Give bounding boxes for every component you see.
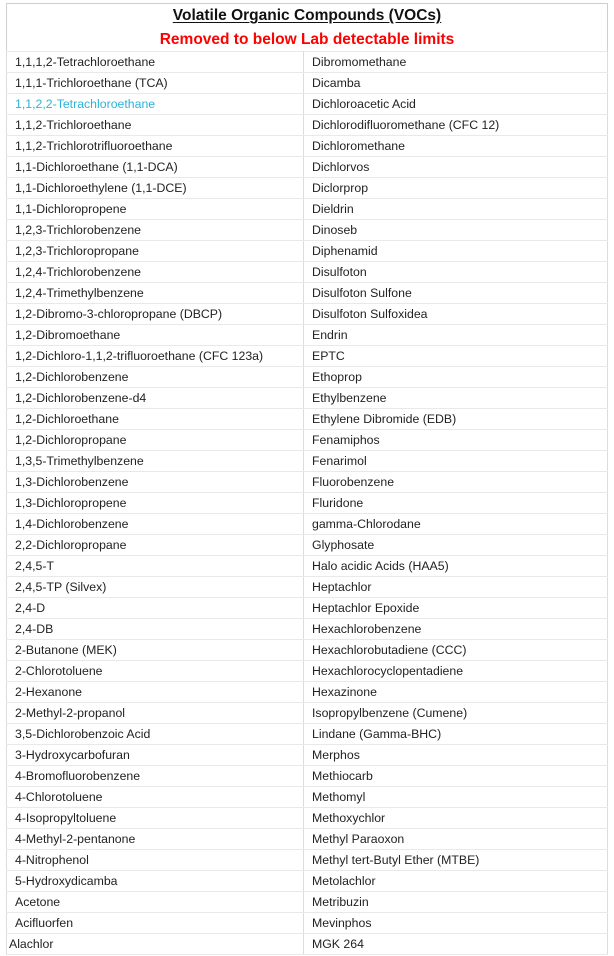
compound-cell-left: 2-Chlorotoluene — [7, 661, 304, 682]
compound-cell-right: Dinoseb — [304, 220, 608, 241]
compound-cell-left: 4-Isopropyltoluene — [7, 808, 304, 829]
compound-cell-right: Dicamba — [304, 73, 608, 94]
compound-cell-left: 1,4-Dichlorobenzene — [7, 514, 304, 535]
compound-cell-left: 1,2-Dichloroethane — [7, 409, 304, 430]
compound-cell-left: 4-Nitrophenol — [7, 850, 304, 871]
compound-cell-left: 1,1,2,2-Tetrachloroethane — [7, 94, 304, 115]
table-row — [7, 724, 608, 745]
compound-cell-right: Endrin — [304, 325, 608, 346]
compound-cell-left: Acetone — [7, 892, 304, 913]
table-row — [7, 325, 608, 346]
compound-cell-right: Dichloromethane — [304, 136, 608, 157]
table-row — [7, 766, 608, 787]
compound-cell-right: Dieldrin — [304, 199, 608, 220]
compound-cell-left: 1,1-Dichloroethane (1,1-DCA) — [7, 157, 304, 178]
compound-cell-right: Fenamiphos — [304, 430, 608, 451]
table-row — [7, 913, 608, 934]
compound-cell-right: Glyphosate — [304, 535, 608, 556]
compound-cell-left: 1,1,1-Trichloroethane (TCA) — [7, 73, 304, 94]
compound-cell-left: 1,2-Dichloropropane — [7, 430, 304, 451]
compound-cell-right: Disulfoton Sulfoxidea — [304, 304, 608, 325]
compound-cell-right: EPTC — [304, 346, 608, 367]
compound-cell-left: 4-Methyl-2-pentanone — [7, 829, 304, 850]
table-row — [7, 430, 608, 451]
document-title — [7, 7, 607, 25]
compound-cell-left: 1,2-Dichlorobenzene — [7, 367, 304, 388]
table-row — [7, 892, 608, 913]
table-row — [7, 829, 608, 850]
compound-cell-right: Metribuzin — [304, 892, 608, 913]
table-row — [7, 535, 608, 556]
compounds-table — [6, 51, 608, 955]
table-row — [7, 661, 608, 682]
compound-cell-left: 2,4,5-TP (Silvex) — [7, 577, 304, 598]
compound-cell-left: 1,3-Dichlorobenzene — [7, 472, 304, 493]
table-row — [7, 472, 608, 493]
table-row — [7, 157, 608, 178]
compound-cell-right: Merphos — [304, 745, 608, 766]
compound-cell-left: 1,2,3-Trichlorobenzene — [7, 220, 304, 241]
compound-cell-left: 1,3,5-Trimethylbenzene — [7, 451, 304, 472]
compound-cell-right: Fluridone — [304, 493, 608, 514]
title-text: Volatile Organic Compounds (VOCs) — [172, 7, 442, 24]
compound-cell-right: Halo acidic Acids (HAA5) — [304, 556, 608, 577]
compound-cell-left: 1,1,2-Trichlorotrifluoroethane — [7, 136, 304, 157]
table-row — [7, 703, 608, 724]
compound-cell-right: Mevinphos — [304, 913, 608, 934]
compound-cell-right: MGK 264 — [304, 934, 608, 955]
table-row — [7, 619, 608, 640]
compound-cell-right: Methoxychlor — [304, 808, 608, 829]
compound-cell-left: 1,2-Dichloro-1,1,2-trifluoroethane (CFC 123a) — [7, 346, 304, 367]
compound-cell-left: 1,2-Dibromo-3-chloropropane (DBCP) — [7, 304, 304, 325]
table-row — [7, 283, 608, 304]
compound-cell-left: 2,4-DB — [7, 619, 304, 640]
compound-cell-left: 1,2,4-Trichlorobenzene — [7, 262, 304, 283]
compound-cell-left: 1,2,4-Trimethylbenzene — [7, 283, 304, 304]
compound-cell-left: 3,5-Dichlorobenzoic Acid — [7, 724, 304, 745]
compound-cell-left: 2-Butanone (MEK) — [7, 640, 304, 661]
table-row — [7, 808, 608, 829]
compound-cell-right: Disulfoton — [304, 262, 608, 283]
compound-cell-left: 2,4-D — [7, 598, 304, 619]
table-row — [7, 598, 608, 619]
document-header — [6, 3, 608, 51]
compound-cell-left: 1,1,1,2-Tetrachloroethane — [7, 52, 304, 73]
document-subtitle: Removed to below Lab detectable limits — [159, 31, 455, 48]
compound-cell-left: 2,2-Dichloropropane — [7, 535, 304, 556]
compound-cell-left: 1,1,2-Trichloroethane — [7, 115, 304, 136]
compound-cell-right: Diclorprop — [304, 178, 608, 199]
compound-cell-right: Fenarimol — [304, 451, 608, 472]
table-row — [7, 199, 608, 220]
table-row — [7, 514, 608, 535]
compound-cell-right: Fluorobenzene — [304, 472, 608, 493]
table-row — [7, 934, 608, 955]
compound-cell-right: Hexachlorobenzene — [304, 619, 608, 640]
table-row — [7, 115, 608, 136]
table-row — [7, 640, 608, 661]
compound-cell-left: 4-Chlorotoluene — [7, 787, 304, 808]
compound-cell-left: 2,4,5-T — [7, 556, 304, 577]
compound-cell-left: 1,1-Dichloropropene — [7, 199, 304, 220]
table-row — [7, 94, 608, 115]
table-row — [7, 73, 608, 94]
compound-cell-right: gamma-Chlorodane — [304, 514, 608, 535]
compound-cell-left: 1,2-Dibromoethane — [7, 325, 304, 346]
compound-cell-right: Disulfoton Sulfone — [304, 283, 608, 304]
table-row — [7, 745, 608, 766]
compound-cell-right: Methiocarb — [304, 766, 608, 787]
table-row — [7, 136, 608, 157]
compound-cell-right: Methyl tert-Butyl Ether (MTBE) — [304, 850, 608, 871]
table-row — [7, 220, 608, 241]
compound-cell-left: 1,1-Dichloroethylene (1,1-DCE) — [7, 178, 304, 199]
compound-cell-left: 4-Bromofluorobenzene — [7, 766, 304, 787]
table-row — [7, 682, 608, 703]
compound-cell-left: 2-Hexanone — [7, 682, 304, 703]
table-row — [7, 556, 608, 577]
compound-cell-right: Isopropylbenzene (Cumene) — [304, 703, 608, 724]
table-row — [7, 346, 608, 367]
compound-cell-right: Lindane (Gamma-BHC) — [304, 724, 608, 745]
table-row — [7, 52, 608, 73]
compound-cell-right: Dichlorvos — [304, 157, 608, 178]
table-row — [7, 850, 608, 871]
table-row — [7, 304, 608, 325]
compound-cell-right: Ethoprop — [304, 367, 608, 388]
table-row — [7, 577, 608, 598]
compound-cell-right: Dibromomethane — [304, 52, 608, 73]
compound-cell-right: Heptachlor — [304, 577, 608, 598]
compound-cell-right: Ethylene Dibromide (EDB) — [304, 409, 608, 430]
table-row — [7, 787, 608, 808]
compound-cell-left: Acifluorfen — [7, 913, 304, 934]
table-row — [7, 262, 608, 283]
compound-cell-right: Hexachlorocyclopentadiene — [304, 661, 608, 682]
compound-cell-right: Methomyl — [304, 787, 608, 808]
compound-cell-right: Hexazinone — [304, 682, 608, 703]
compound-cell-left: 1,2-Dichlorobenzene-d4 — [7, 388, 304, 409]
compound-cell-right: Hexachlorobutadiene (CCC) — [304, 640, 608, 661]
compound-cell-right: Dichloroacetic Acid — [304, 94, 608, 115]
compound-cell-left: 2-Methyl-2-propanol — [7, 703, 304, 724]
table-row — [7, 409, 608, 430]
compound-cell-right: Diphenamid — [304, 241, 608, 262]
compounds-table-body — [7, 52, 608, 955]
table-row — [7, 367, 608, 388]
compound-cell-right: Heptachlor Epoxide — [304, 598, 608, 619]
compound-cell-left: Alachlor — [7, 934, 304, 955]
compound-cell-right: Metolachlor — [304, 871, 608, 892]
compound-cell-right: Methyl Paraoxon — [304, 829, 608, 850]
compound-cell-left: 5-Hydroxydicamba — [7, 871, 304, 892]
compound-cell-left: 1,2,3-Trichloropropane — [7, 241, 304, 262]
compound-cell-left: 3-Hydroxycarbofuran — [7, 745, 304, 766]
table-row — [7, 178, 608, 199]
compound-cell-right: Ethylbenzene — [304, 388, 608, 409]
table-row — [7, 241, 608, 262]
table-row — [7, 871, 608, 892]
compound-cell-left: 1,3-Dichloropropene — [7, 493, 304, 514]
compound-cell-right: Dichlorodifluoromethane (CFC 12) — [304, 115, 608, 136]
table-row — [7, 493, 608, 514]
table-row — [7, 451, 608, 472]
table-row — [7, 388, 608, 409]
